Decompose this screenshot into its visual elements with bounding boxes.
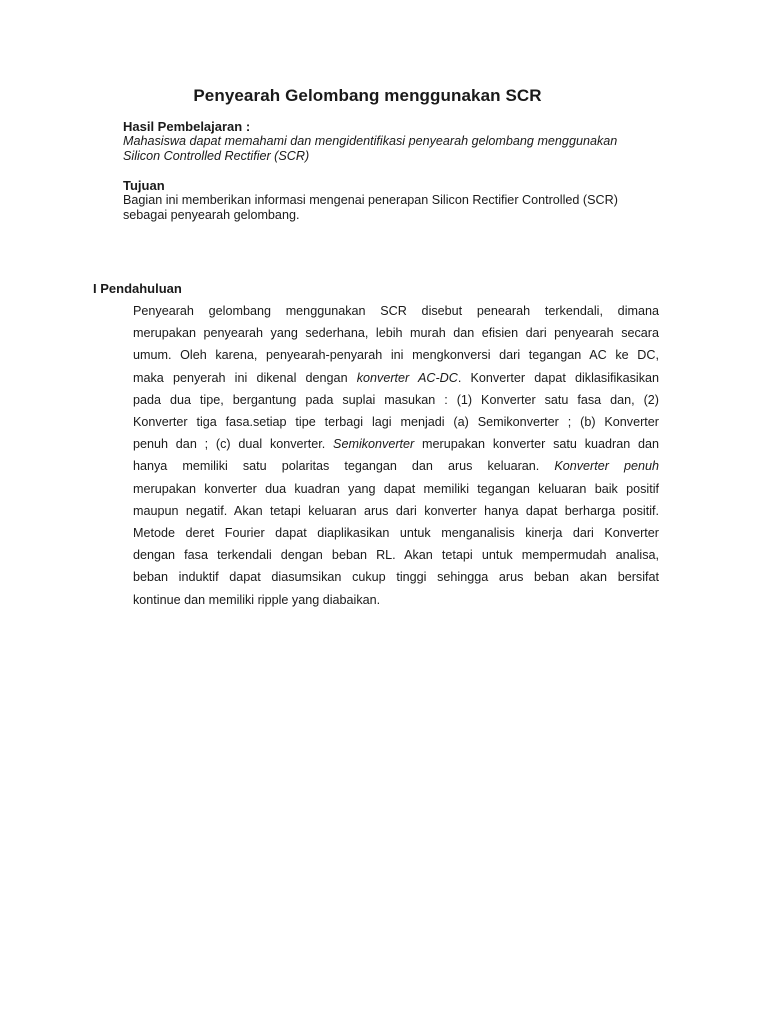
paragraph-line: merupakan penyearah yang sederhana, lebih murah dan efisien dari penyearah secara (133, 326, 659, 341)
paragraph-line: maka penyerah ini dikenal dengan konverter AC-DC. Konverter dapat diklasifikasikan (133, 370, 659, 385)
paragraph-line: Metode deret Fourier dapat diaplikasikan untuk menganalisis kinerja dari Konverter (133, 526, 659, 541)
learning-outcome-line: Silicon Controlled Rectifier (SCR) (123, 149, 310, 163)
objective-heading: Tujuan (123, 178, 165, 193)
objective-line: Bagian ini memberikan informasi mengenai penerapan Silicon Rectifier Controlled (SCR) (123, 193, 618, 207)
paragraph-line: pada dua tipe, bergantung pada suplai masukan : (1) Konverter satu fasa dan, (2) (133, 392, 659, 407)
paragraph-line: hanya memiliki satu polaritas tegangan dan arus keluaran. Konverter penuh (133, 459, 660, 474)
paragraph-line: dengan fasa terkendali dengan beban RL. Akan tetapi untuk mempermudah analisa, (133, 548, 659, 563)
learning-outcome-line: Mahasiswa dapat memahami dan mengidentifikasi penyearah gelombang menggunakan (123, 134, 618, 148)
paragraph-line: penuh dan ; (c) dual konverter. Semikonverter merupakan konverter satu kuadran dan (133, 437, 660, 452)
objective-block (123, 178, 668, 223)
paragraph-line: beban induktif dapat diasumsikan cukup tinggi sehingga arus beban akan bersifat (133, 570, 659, 585)
paragraph-line: merupakan konverter dua kuadran yang dapat memiliki tegangan keluaran baik positif (133, 481, 659, 496)
paragraph-line: Konverter tiga fasa.setiap tipe terbagi lagi menjadi (a) Semikonverter ; (b) Konverter (133, 415, 659, 430)
paragraph-line: umum. Oleh karena, penyearah-penyarah ini mengkonversi dari tegangan AC ke DC, (133, 348, 659, 363)
learning-outcome-block (123, 119, 668, 164)
document-title: Penyearah Gelombang menggunakan SCR (193, 86, 542, 105)
paragraph-line: Penyearah gelombang menggunakan SCR disebut penearah terkendali, dimana (133, 304, 659, 318)
paragraph-line: kontinue dan memiliki ripple yang diabaikan. (133, 592, 381, 607)
section-heading-introduction: I Pendahuluan (93, 281, 182, 296)
introduction-paragraph (133, 300, 659, 611)
paragraph-line: maupun negatif. Akan tetapi keluaran arus dari konverter hanya dapat berharga positif. (133, 503, 659, 518)
italic-term: konverter AC-DC (356, 370, 458, 385)
italic-term: Semikonverter (333, 437, 415, 452)
italic-term: Konverter penuh (554, 459, 660, 474)
objective-line: sebagai penyearah gelombang. (123, 208, 300, 222)
learning-outcome-heading: Hasil Pembelajaran : (123, 119, 251, 134)
